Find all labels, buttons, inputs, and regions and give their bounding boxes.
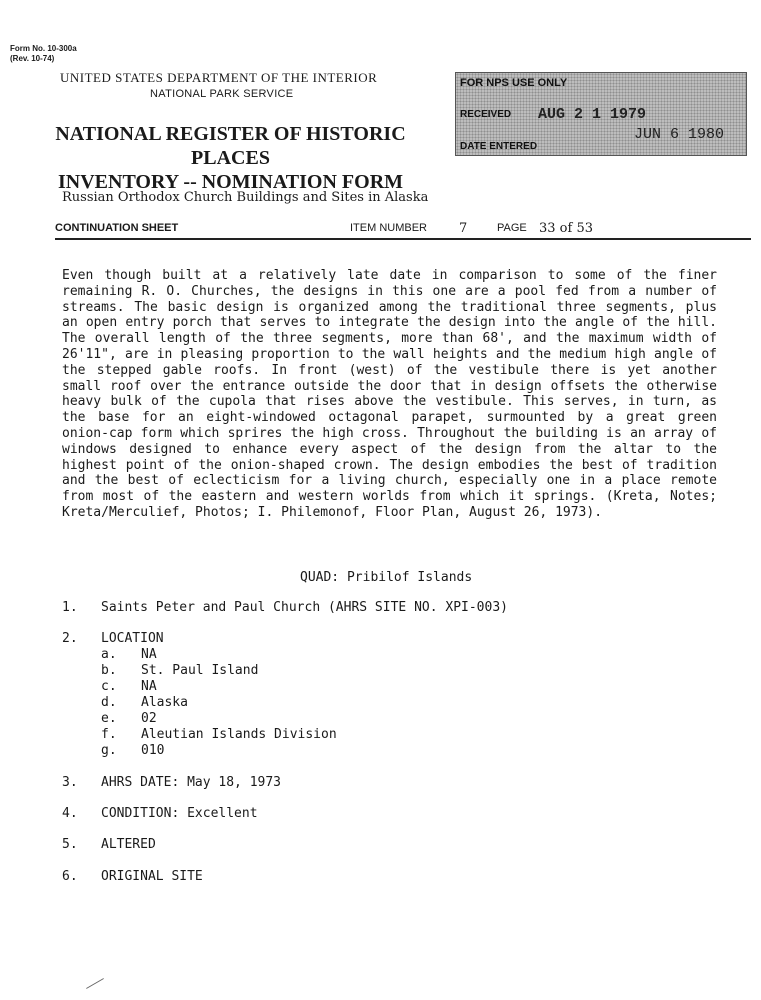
location-letter-d: d. bbox=[101, 695, 117, 710]
item-3-text: AHRS DATE: May 18, 1973 bbox=[101, 775, 282, 790]
location-value-a: NA bbox=[141, 647, 157, 662]
location-letter-f: f. bbox=[101, 727, 117, 742]
location-value-b: St. Paul Island bbox=[141, 663, 259, 678]
entered-stamp: JUN 6 1980 bbox=[634, 126, 725, 143]
item-6-text: ORIGINAL SITE bbox=[101, 869, 203, 884]
quad-heading: QUAD: Pribilof Islands bbox=[300, 570, 473, 585]
location-letter-b: b. bbox=[101, 663, 117, 678]
item-number-label: ITEM NUMBER bbox=[350, 222, 427, 234]
continuation-sheet-label: CONTINUATION SHEET bbox=[55, 222, 179, 234]
item-5-text: ALTERED bbox=[101, 837, 156, 852]
form-title-line-2: INVENTORY -- NOMINATION FORM bbox=[57, 171, 404, 193]
header-rule bbox=[55, 238, 751, 240]
description-paragraph: Even though built at a relatively late date in comparison to some of the finer remaining R. O. Churches, the designs in this one are a pool fed from a number of streams. The basic design is organized among the traditional three segments, plus an open entry porch that serves to integrate the design into the angle of the hill. The overall length of the three segments, more than 68', and the maximum width of 26'11", are in pleasing proportion to the wall heights and the medium high angle of the stepped gable roofs. In front (west) of the vestibule there is yet another small roof over the entrance outside the door that in design offsets the otherwise heavy bulk of the cupola that rises above the vestibule. This serves, in turn, as the base for an eight-windowed octagonal parapet, surmounted by a great green onion-cap form which sprires the high cross. Throughout the building is an array of windows designed to enhance every aspect of the design from the altar to the highest point of the onion-shaped crown. The design embodies the best of tradition and the best of eclecticism for a living church, especially one in a place remote from most of the eastern and western worlds from which it springs. (Kreta, Notes; Kreta/Merculief, Photos; I. Philemonof, Floor Plan, August 26, 1973). bbox=[62, 268, 717, 520]
page-value: 33 of 53 bbox=[539, 221, 593, 236]
item-1-number: 1. bbox=[62, 600, 78, 615]
item-3-number: 3. bbox=[62, 775, 78, 790]
location-value-g: 010 bbox=[141, 743, 165, 758]
location-letter-g: g. bbox=[101, 743, 117, 758]
stray-pen-mark bbox=[86, 978, 104, 989]
department-heading: UNITED STATES DEPARTMENT OF THE INTERIOR bbox=[60, 70, 378, 85]
form-title-line-1: NATIONAL REGISTER OF HISTORIC PLACES bbox=[55, 123, 406, 169]
form-rev-text: (Rev. 10-74) bbox=[10, 54, 55, 63]
location-value-c: NA bbox=[141, 679, 157, 694]
item-number-value: 7 bbox=[459, 221, 468, 236]
location-value-e: 02 bbox=[141, 711, 157, 726]
date-entered-label: DATE ENTERED bbox=[460, 141, 538, 152]
location-letter-c: c. bbox=[101, 679, 117, 694]
item-4-text: CONDITION: Excellent bbox=[101, 806, 258, 821]
item-5-number: 5. bbox=[62, 837, 78, 852]
item-4-number: 4. bbox=[62, 806, 78, 821]
item-1-text: Saints Peter and Paul Church (AHRS SITE NO. XPI-003) bbox=[101, 600, 508, 615]
location-letter-a: a. bbox=[101, 647, 117, 662]
location-letter-e: e. bbox=[101, 711, 117, 726]
item-6-number: 6. bbox=[62, 869, 78, 884]
location-value-f: Aleutian Islands Division bbox=[141, 727, 337, 742]
received-label: RECEIVED bbox=[460, 109, 512, 120]
form-no-text: Form No. 10-300a bbox=[10, 44, 77, 53]
nomination-subject: Russian Orthodox Church Buildings and Sites in Alaska bbox=[62, 190, 429, 205]
service-heading: NATIONAL PARK SERVICE bbox=[150, 88, 294, 100]
nps-use-box bbox=[455, 72, 747, 156]
page-label: PAGE bbox=[497, 222, 527, 234]
form-title bbox=[18, 122, 443, 194]
continuation-header bbox=[55, 220, 751, 240]
form-number bbox=[10, 44, 77, 64]
item-2-text: LOCATION bbox=[101, 631, 164, 646]
received-stamp: AUG 2 1 1979 bbox=[538, 106, 647, 123]
item-2-number: 2. bbox=[62, 631, 78, 646]
location-value-d: Alaska bbox=[141, 695, 188, 710]
nps-use-heading: FOR NPS USE ONLY bbox=[460, 77, 568, 89]
